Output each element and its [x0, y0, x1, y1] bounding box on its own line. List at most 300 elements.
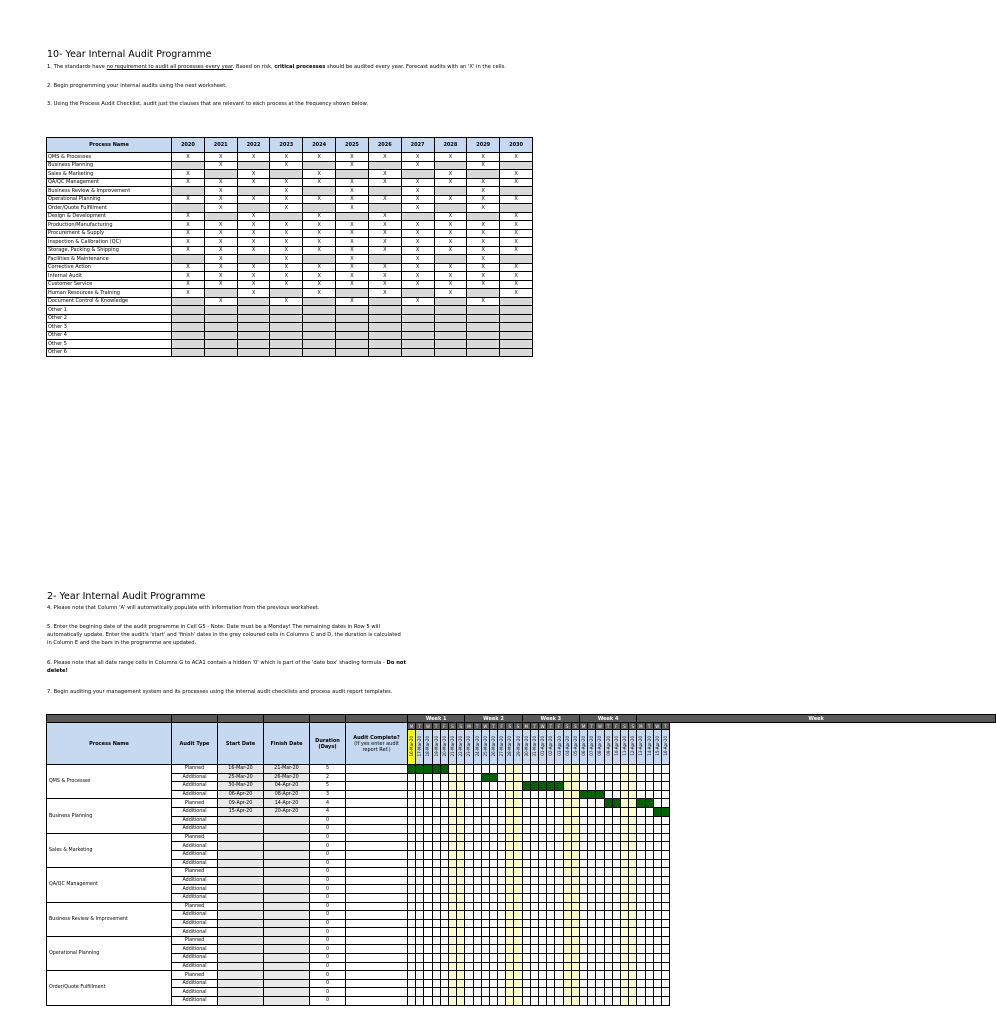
audit-mark-cell[interactable]: X: [237, 289, 270, 298]
audit-mark-cell[interactable]: X: [467, 263, 500, 272]
empty-grey-cell[interactable]: [336, 212, 369, 221]
empty-grey-cell[interactable]: [172, 255, 205, 264]
empty-grey-cell[interactable]: [237, 323, 270, 332]
audit-type-cell[interactable]: Additional: [172, 988, 218, 997]
audit-mark-cell[interactable]: X: [204, 246, 237, 255]
audit-type-cell[interactable]: Additional: [172, 945, 218, 954]
audit-mark-cell[interactable]: X: [336, 238, 369, 247]
empty-grey-cell[interactable]: [401, 331, 434, 340]
process-name-cell[interactable]: Inspection & Calibration (QC): [47, 238, 172, 247]
audit-mark-cell[interactable]: X: [500, 153, 533, 162]
process-name-cell[interactable]: Design & Development: [47, 212, 172, 221]
audit-mark-cell[interactable]: X: [237, 170, 270, 179]
empty-grey-cell[interactable]: [368, 306, 401, 315]
audit-complete-cell[interactable]: [346, 842, 408, 851]
audit-mark-cell[interactable]: X: [500, 170, 533, 179]
empty-grey-cell[interactable]: [237, 297, 270, 306]
empty-grey-cell[interactable]: [434, 340, 467, 349]
empty-grey-cell[interactable]: [237, 331, 270, 340]
empty-grey-cell[interactable]: [368, 348, 401, 357]
audit-complete-cell[interactable]: [346, 885, 408, 894]
empty-grey-cell[interactable]: [270, 170, 303, 179]
audit-mark-cell[interactable]: X: [401, 255, 434, 264]
audit-mark-cell[interactable]: X: [467, 297, 500, 306]
empty-grey-cell[interactable]: [336, 323, 369, 332]
audit-complete-cell[interactable]: [346, 936, 408, 945]
audit-mark-cell[interactable]: X: [303, 170, 336, 179]
start-date-cell[interactable]: [218, 928, 264, 937]
audit-mark-cell[interactable]: X: [368, 212, 401, 221]
audit-mark-cell[interactable]: X: [172, 289, 205, 298]
audit-type-cell[interactable]: Additional: [172, 893, 218, 902]
audit-mark-cell[interactable]: X: [368, 272, 401, 281]
audit-mark-cell[interactable]: X: [303, 289, 336, 298]
empty-grey-cell[interactable]: [237, 161, 270, 170]
empty-grey-cell[interactable]: [336, 331, 369, 340]
start-date-cell[interactable]: [218, 868, 264, 877]
audit-mark-cell[interactable]: X: [500, 289, 533, 298]
finish-date-cell[interactable]: [264, 936, 310, 945]
empty-grey-cell[interactable]: [303, 323, 336, 332]
audit-mark-cell[interactable]: X: [270, 204, 303, 213]
audit-complete-cell[interactable]: [346, 962, 408, 971]
empty-grey-cell[interactable]: [303, 314, 336, 323]
empty-grey-cell[interactable]: [434, 187, 467, 196]
empty-grey-cell[interactable]: [270, 212, 303, 221]
audit-mark-cell[interactable]: X: [434, 153, 467, 162]
audit-mark-cell[interactable]: X: [434, 238, 467, 247]
audit-mark-cell[interactable]: X: [336, 263, 369, 272]
start-date-cell[interactable]: [218, 902, 264, 911]
audit-mark-cell[interactable]: X: [368, 170, 401, 179]
audit-mark-cell[interactable]: X: [401, 161, 434, 170]
process-name-cell[interactable]: QA/QC Management: [47, 178, 172, 187]
audit-mark-cell[interactable]: X: [500, 263, 533, 272]
empty-grey-cell[interactable]: [401, 323, 434, 332]
empty-grey-cell[interactable]: [303, 340, 336, 349]
empty-grey-cell[interactable]: [172, 161, 205, 170]
empty-grey-cell[interactable]: [467, 340, 500, 349]
audit-mark-cell[interactable]: X: [270, 263, 303, 272]
audit-mark-cell[interactable]: X: [368, 153, 401, 162]
process-name-cell[interactable]: Other 3: [47, 323, 172, 332]
empty-grey-cell[interactable]: [172, 187, 205, 196]
audit-type-cell[interactable]: Additional: [172, 773, 218, 782]
empty-grey-cell[interactable]: [434, 297, 467, 306]
audit-type-cell[interactable]: Planned: [172, 833, 218, 842]
audit-mark-cell[interactable]: X: [270, 272, 303, 281]
audit-mark-cell[interactable]: X: [500, 212, 533, 221]
start-date-cell[interactable]: [218, 954, 264, 963]
audit-mark-cell[interactable]: X: [204, 204, 237, 213]
audit-mark-cell[interactable]: X: [237, 263, 270, 272]
audit-mark-cell[interactable]: X: [303, 153, 336, 162]
audit-mark-cell[interactable]: X: [303, 212, 336, 221]
audit-mark-cell[interactable]: X: [270, 280, 303, 289]
empty-grey-cell[interactable]: [368, 255, 401, 264]
audit-mark-cell[interactable]: X: [270, 195, 303, 204]
audit-mark-cell[interactable]: X: [368, 195, 401, 204]
audit-mark-cell[interactable]: X: [401, 246, 434, 255]
finish-date-cell[interactable]: [264, 928, 310, 937]
audit-mark-cell[interactable]: X: [401, 297, 434, 306]
finish-date-cell[interactable]: [264, 885, 310, 894]
audit-mark-cell[interactable]: X: [368, 221, 401, 230]
empty-grey-cell[interactable]: [270, 331, 303, 340]
audit-mark-cell[interactable]: X: [204, 221, 237, 230]
empty-grey-cell[interactable]: [303, 297, 336, 306]
start-date-cell[interactable]: [218, 962, 264, 971]
process-name-cell[interactable]: Document Control & Knowledge: [47, 297, 172, 306]
audit-mark-cell[interactable]: X: [237, 280, 270, 289]
audit-mark-cell[interactable]: X: [434, 170, 467, 179]
empty-grey-cell[interactable]: [434, 323, 467, 332]
audit-complete-cell[interactable]: [346, 799, 408, 808]
empty-grey-cell[interactable]: [401, 289, 434, 298]
start-date-cell[interactable]: [218, 919, 264, 928]
audit-type-cell[interactable]: Planned: [172, 902, 218, 911]
empty-grey-cell[interactable]: [368, 323, 401, 332]
empty-grey-cell[interactable]: [467, 289, 500, 298]
audit-type-cell[interactable]: Additional: [172, 885, 218, 894]
start-date-cell[interactable]: [218, 842, 264, 851]
empty-grey-cell[interactable]: [172, 340, 205, 349]
empty-grey-cell[interactable]: [434, 204, 467, 213]
finish-date-cell[interactable]: [264, 825, 310, 834]
audit-type-cell[interactable]: Additional: [172, 782, 218, 791]
finish-date-cell[interactable]: 21-Mar-20: [264, 765, 310, 774]
audit-mark-cell[interactable]: X: [303, 272, 336, 281]
audit-mark-cell[interactable]: X: [336, 221, 369, 230]
audit-mark-cell[interactable]: X: [204, 297, 237, 306]
empty-grey-cell[interactable]: [500, 187, 533, 196]
empty-grey-cell[interactable]: [467, 323, 500, 332]
process-name-cell[interactable]: QMS & Processes: [47, 153, 172, 162]
audit-mark-cell[interactable]: X: [270, 297, 303, 306]
audit-type-cell[interactable]: Additional: [172, 850, 218, 859]
start-date-cell[interactable]: 16-Mar-20: [218, 765, 264, 774]
audit-complete-cell[interactable]: [346, 928, 408, 937]
audit-mark-cell[interactable]: X: [401, 272, 434, 281]
finish-date-cell[interactable]: [264, 842, 310, 851]
audit-complete-cell[interactable]: [346, 954, 408, 963]
finish-date-cell[interactable]: [264, 902, 310, 911]
audit-complete-cell[interactable]: [346, 868, 408, 877]
audit-type-cell[interactable]: Additional: [172, 954, 218, 963]
audit-mark-cell[interactable]: X: [172, 212, 205, 221]
audit-mark-cell[interactable]: X: [467, 272, 500, 281]
audit-type-cell[interactable]: Planned: [172, 799, 218, 808]
audit-mark-cell[interactable]: X: [204, 161, 237, 170]
audit-mark-cell[interactable]: X: [237, 272, 270, 281]
start-date-cell[interactable]: [218, 816, 264, 825]
process-name-cell[interactable]: Facilities & Maintenance: [47, 255, 172, 264]
audit-mark-cell[interactable]: X: [434, 195, 467, 204]
audit-complete-cell[interactable]: [346, 988, 408, 997]
audit-mark-cell[interactable]: X: [500, 195, 533, 204]
start-date-cell[interactable]: [218, 893, 264, 902]
empty-grey-cell[interactable]: [204, 170, 237, 179]
audit-complete-cell[interactable]: [346, 859, 408, 868]
empty-grey-cell[interactable]: [434, 255, 467, 264]
audit-mark-cell[interactable]: X: [204, 272, 237, 281]
start-date-cell[interactable]: [218, 911, 264, 920]
audit-type-cell[interactable]: Additional: [172, 790, 218, 799]
audit-complete-cell[interactable]: [346, 911, 408, 920]
audit-mark-cell[interactable]: X: [172, 263, 205, 272]
audit-mark-cell[interactable]: X: [467, 178, 500, 187]
empty-grey-cell[interactable]: [401, 212, 434, 221]
finish-date-cell[interactable]: [264, 945, 310, 954]
empty-grey-cell[interactable]: [368, 161, 401, 170]
audit-mark-cell[interactable]: X: [368, 238, 401, 247]
finish-date-cell[interactable]: [264, 876, 310, 885]
audit-mark-cell[interactable]: X: [303, 229, 336, 238]
start-date-cell[interactable]: 30-Mar-20: [218, 782, 264, 791]
finish-date-cell[interactable]: [264, 893, 310, 902]
audit-mark-cell[interactable]: X: [401, 263, 434, 272]
audit-type-cell[interactable]: Additional: [172, 859, 218, 868]
audit-mark-cell[interactable]: X: [336, 195, 369, 204]
start-date-cell[interactable]: [218, 971, 264, 980]
finish-date-cell[interactable]: [264, 816, 310, 825]
audit-type-cell[interactable]: Planned: [172, 765, 218, 774]
empty-grey-cell[interactable]: [237, 204, 270, 213]
audit-complete-cell[interactable]: [346, 997, 408, 1006]
empty-grey-cell[interactable]: [270, 323, 303, 332]
audit-type-cell[interactable]: Planned: [172, 971, 218, 980]
audit-complete-cell[interactable]: [346, 790, 408, 799]
audit-mark-cell[interactable]: X: [237, 246, 270, 255]
finish-date-cell[interactable]: [264, 971, 310, 980]
empty-grey-cell[interactable]: [368, 331, 401, 340]
empty-grey-cell[interactable]: [336, 340, 369, 349]
audit-mark-cell[interactable]: X: [401, 187, 434, 196]
audit-mark-cell[interactable]: X: [434, 272, 467, 281]
process-name-cell[interactable]: Procurement & Supply: [47, 229, 172, 238]
audit-mark-cell[interactable]: X: [434, 212, 467, 221]
audit-mark-cell[interactable]: X: [368, 178, 401, 187]
audit-mark-cell[interactable]: X: [237, 238, 270, 247]
audit-mark-cell[interactable]: X: [500, 229, 533, 238]
empty-grey-cell[interactable]: [270, 289, 303, 298]
start-date-cell[interactable]: [218, 945, 264, 954]
empty-grey-cell[interactable]: [204, 212, 237, 221]
start-date-cell[interactable]: 06-Apr-20: [218, 790, 264, 799]
audit-mark-cell[interactable]: X: [401, 229, 434, 238]
audit-complete-cell[interactable]: [346, 825, 408, 834]
audit-mark-cell[interactable]: X: [270, 178, 303, 187]
empty-grey-cell[interactable]: [336, 289, 369, 298]
audit-mark-cell[interactable]: X: [270, 221, 303, 230]
audit-type-cell[interactable]: Planned: [172, 936, 218, 945]
finish-date-cell[interactable]: [264, 997, 310, 1006]
empty-grey-cell[interactable]: [303, 255, 336, 264]
process-name-cell[interactable]: Other 5: [47, 340, 172, 349]
audit-complete-cell[interactable]: [346, 850, 408, 859]
audit-mark-cell[interactable]: X: [434, 280, 467, 289]
audit-mark-cell[interactable]: X: [172, 221, 205, 230]
process-name-cell[interactable]: Business Planning: [47, 161, 172, 170]
empty-grey-cell[interactable]: [270, 348, 303, 357]
start-date-cell[interactable]: [218, 876, 264, 885]
audit-mark-cell[interactable]: X: [500, 272, 533, 281]
audit-mark-cell[interactable]: X: [368, 263, 401, 272]
empty-grey-cell[interactable]: [270, 340, 303, 349]
audit-type-cell[interactable]: Additional: [172, 876, 218, 885]
audit-mark-cell[interactable]: X: [237, 229, 270, 238]
finish-date-cell[interactable]: [264, 954, 310, 963]
finish-date-cell[interactable]: 04-Apr-20: [264, 782, 310, 791]
audit-mark-cell[interactable]: X: [434, 263, 467, 272]
process-name-cell[interactable]: Other 4: [47, 331, 172, 340]
audit-complete-cell[interactable]: [346, 945, 408, 954]
audit-mark-cell[interactable]: X: [434, 229, 467, 238]
empty-grey-cell[interactable]: [368, 314, 401, 323]
empty-grey-cell[interactable]: [237, 187, 270, 196]
empty-grey-cell[interactable]: [172, 297, 205, 306]
start-date-cell[interactable]: [218, 979, 264, 988]
audit-mark-cell[interactable]: X: [172, 170, 205, 179]
process-name-cell[interactable]: Operational Planning: [47, 195, 172, 204]
empty-grey-cell[interactable]: [336, 348, 369, 357]
start-date-cell[interactable]: 15-Apr-20: [218, 807, 264, 816]
audit-mark-cell[interactable]: X: [500, 246, 533, 255]
finish-date-cell[interactable]: [264, 919, 310, 928]
audit-mark-cell[interactable]: X: [434, 221, 467, 230]
empty-grey-cell[interactable]: [303, 348, 336, 357]
start-date-cell[interactable]: [218, 825, 264, 834]
audit-mark-cell[interactable]: X: [401, 195, 434, 204]
audit-mark-cell[interactable]: X: [204, 229, 237, 238]
audit-complete-cell[interactable]: [346, 876, 408, 885]
empty-grey-cell[interactable]: [401, 170, 434, 179]
audit-mark-cell[interactable]: X: [303, 280, 336, 289]
empty-grey-cell[interactable]: [303, 331, 336, 340]
empty-grey-cell[interactable]: [434, 348, 467, 357]
process-name-cell[interactable]: Internal Audit: [47, 272, 172, 281]
process-name-cell[interactable]: Customer Service: [47, 280, 172, 289]
audit-mark-cell[interactable]: X: [270, 246, 303, 255]
audit-mark-cell[interactable]: X: [434, 289, 467, 298]
empty-grey-cell[interactable]: [172, 306, 205, 315]
audit-mark-cell[interactable]: X: [172, 178, 205, 187]
empty-grey-cell[interactable]: [401, 348, 434, 357]
audit-type-cell[interactable]: Additional: [172, 825, 218, 834]
audit-complete-cell[interactable]: [346, 979, 408, 988]
empty-grey-cell[interactable]: [336, 170, 369, 179]
audit-mark-cell[interactable]: X: [368, 280, 401, 289]
audit-mark-cell[interactable]: X: [368, 229, 401, 238]
audit-mark-cell[interactable]: X: [336, 187, 369, 196]
audit-mark-cell[interactable]: X: [336, 246, 369, 255]
audit-mark-cell[interactable]: X: [270, 255, 303, 264]
empty-grey-cell[interactable]: [204, 323, 237, 332]
empty-grey-cell[interactable]: [303, 187, 336, 196]
audit-type-cell[interactable]: Additional: [172, 928, 218, 937]
start-date-cell[interactable]: [218, 850, 264, 859]
audit-mark-cell[interactable]: X: [303, 195, 336, 204]
empty-grey-cell[interactable]: [500, 297, 533, 306]
empty-grey-cell[interactable]: [204, 306, 237, 315]
empty-grey-cell[interactable]: [336, 306, 369, 315]
audit-mark-cell[interactable]: X: [237, 178, 270, 187]
empty-grey-cell[interactable]: [467, 348, 500, 357]
audit-mark-cell[interactable]: X: [401, 153, 434, 162]
audit-mark-cell[interactable]: X: [500, 238, 533, 247]
audit-mark-cell[interactable]: X: [204, 280, 237, 289]
finish-date-cell[interactable]: [264, 850, 310, 859]
audit-mark-cell[interactable]: X: [467, 161, 500, 170]
finish-date-cell[interactable]: 08-Apr-20: [264, 790, 310, 799]
empty-grey-cell[interactable]: [401, 314, 434, 323]
empty-grey-cell[interactable]: [204, 348, 237, 357]
audit-mark-cell[interactable]: X: [172, 238, 205, 247]
audit-mark-cell[interactable]: X: [336, 229, 369, 238]
audit-mark-cell[interactable]: X: [336, 272, 369, 281]
audit-complete-cell[interactable]: [346, 971, 408, 980]
finish-date-cell[interactable]: [264, 911, 310, 920]
empty-grey-cell[interactable]: [467, 314, 500, 323]
empty-grey-cell[interactable]: [204, 331, 237, 340]
empty-grey-cell[interactable]: [270, 314, 303, 323]
empty-grey-cell[interactable]: [172, 323, 205, 332]
empty-grey-cell[interactable]: [303, 306, 336, 315]
audit-mark-cell[interactable]: X: [500, 221, 533, 230]
start-date-cell[interactable]: [218, 997, 264, 1006]
audit-mark-cell[interactable]: X: [172, 195, 205, 204]
audit-complete-cell[interactable]: [346, 765, 408, 774]
empty-grey-cell[interactable]: [303, 204, 336, 213]
audit-complete-cell[interactable]: [346, 833, 408, 842]
empty-grey-cell[interactable]: [467, 306, 500, 315]
audit-type-cell[interactable]: Additional: [172, 979, 218, 988]
audit-type-cell[interactable]: Additional: [172, 816, 218, 825]
audit-mark-cell[interactable]: X: [204, 195, 237, 204]
process-name-cell[interactable]: Other 1: [47, 306, 172, 315]
audit-mark-cell[interactable]: X: [368, 289, 401, 298]
empty-grey-cell[interactable]: [237, 255, 270, 264]
finish-date-cell[interactable]: [264, 833, 310, 842]
audit-complete-cell[interactable]: [346, 816, 408, 825]
empty-grey-cell[interactable]: [237, 340, 270, 349]
audit-complete-cell[interactable]: [346, 807, 408, 816]
audit-mark-cell[interactable]: X: [270, 187, 303, 196]
audit-mark-cell[interactable]: X: [237, 221, 270, 230]
start-date-cell[interactable]: [218, 936, 264, 945]
audit-type-cell[interactable]: Additional: [172, 997, 218, 1006]
process-name-cell[interactable]: Production/Manufacturing: [47, 221, 172, 230]
empty-grey-cell[interactable]: [172, 204, 205, 213]
audit-complete-cell[interactable]: [346, 773, 408, 782]
audit-mark-cell[interactable]: X: [336, 297, 369, 306]
audit-type-cell[interactable]: Additional: [172, 962, 218, 971]
empty-grey-cell[interactable]: [500, 204, 533, 213]
empty-grey-cell[interactable]: [204, 340, 237, 349]
audit-complete-cell[interactable]: [346, 893, 408, 902]
empty-grey-cell[interactable]: [434, 331, 467, 340]
audit-mark-cell[interactable]: X: [434, 246, 467, 255]
process-name-cell[interactable]: Order/Quote Fulfillment: [47, 204, 172, 213]
finish-date-cell[interactable]: [264, 868, 310, 877]
audit-mark-cell[interactable]: X: [204, 178, 237, 187]
audit-complete-cell[interactable]: [346, 782, 408, 791]
audit-mark-cell[interactable]: X: [204, 153, 237, 162]
process-name-cell[interactable]: Human Resources & Training: [47, 289, 172, 298]
empty-grey-cell[interactable]: [401, 340, 434, 349]
audit-mark-cell[interactable]: X: [336, 280, 369, 289]
audit-mark-cell[interactable]: X: [270, 238, 303, 247]
